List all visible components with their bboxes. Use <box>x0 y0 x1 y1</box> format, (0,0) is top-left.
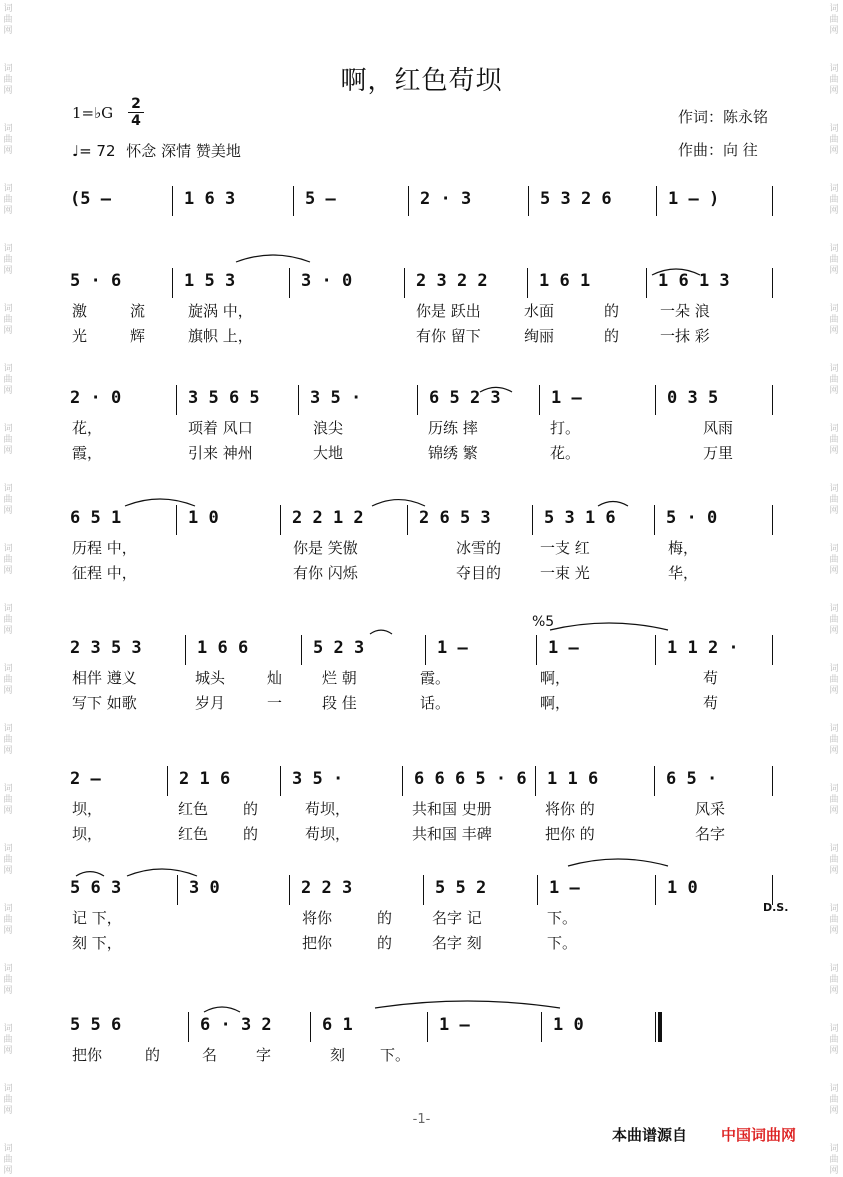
side-watermark-text: 词 曲 网 <box>3 604 13 636</box>
bar-line <box>536 635 537 665</box>
note-measure: 1 1 6 <box>547 769 599 789</box>
lyric-2: 一 <box>267 694 283 712</box>
time-sig-bottom: 4 <box>131 113 141 129</box>
note-measure: 2 3 5 3 <box>70 638 142 658</box>
side-watermark-text: 词 曲 网 <box>3 64 13 96</box>
lyric-1: 名字 记 <box>432 909 482 927</box>
time-signature <box>128 97 144 128</box>
side-watermark-text: 词 曲 网 <box>829 244 839 276</box>
bar-line <box>423 875 424 905</box>
lyric-1: 名 <box>202 1046 218 1064</box>
note-measure: (5 – <box>70 189 111 209</box>
bar-line <box>772 635 773 665</box>
bar-line <box>188 1012 189 1042</box>
bar-line <box>417 385 418 415</box>
bar-line <box>655 385 656 415</box>
lyric-2: 旗帜 上， <box>188 327 253 345</box>
key-signature: 1=♭G <box>72 104 114 122</box>
slur-arc <box>370 630 392 634</box>
note-measure: 1 0 <box>667 878 698 898</box>
bar-line <box>408 186 409 216</box>
lyricist: 作词：陈永铭 <box>678 108 769 126</box>
lyric-2: 名字 <box>695 825 726 843</box>
note-measure: 2 2 1 2 <box>292 508 364 528</box>
lyric-1: 的 <box>604 302 620 320</box>
lyric-1: 梅， <box>668 539 699 557</box>
side-watermark-text: 词 曲 网 <box>829 424 839 456</box>
bar-line <box>293 186 294 216</box>
note-measure: 1 1 2 · <box>667 638 739 658</box>
lyric-1: 下。 <box>547 909 578 927</box>
note-measure: 5 3 2 6 <box>540 189 612 209</box>
slur-arc <box>372 500 425 506</box>
lyric-2: 一抹 彩 <box>660 327 710 345</box>
slur-arc <box>76 872 104 876</box>
side-watermark-text: 词 曲 网 <box>3 664 13 696</box>
lyric-2: 把你 <box>302 934 333 952</box>
side-watermark-text: 词 曲 网 <box>3 304 13 336</box>
lyric-1: 的 <box>243 800 259 818</box>
lyric-2: 下。 <box>547 934 578 952</box>
bar-line <box>539 385 540 415</box>
note-measure: 1 – ) <box>668 189 720 209</box>
bar-line <box>772 268 773 298</box>
final-bar-line <box>658 1012 662 1042</box>
slur-arc <box>127 869 197 876</box>
lyric-2: 引来 神州 <box>188 444 253 462</box>
lyric-2: 万里 <box>703 444 734 462</box>
note-measure: 1 0 <box>553 1015 584 1035</box>
bar-line <box>655 635 656 665</box>
lyric-1: 共和国 史册 <box>412 800 492 818</box>
note-measure: 5 3 1 6 <box>544 508 616 528</box>
note-measure: 2 – <box>70 769 101 789</box>
lyric-1: 风采 <box>695 800 726 818</box>
lyric-1: 把你 <box>72 1046 103 1064</box>
lyric-1: 灿 <box>267 669 283 687</box>
lyric-1: 苟 <box>703 669 719 687</box>
side-watermark-text: 词 曲 网 <box>3 364 13 396</box>
side-watermark-text: 词 曲 网 <box>829 364 839 396</box>
lyric-2: 啊， <box>540 694 571 712</box>
side-watermark-text: 词 曲 网 <box>3 784 13 816</box>
note-measure: 3 · 0 <box>301 271 353 291</box>
side-watermark-text: 词 曲 网 <box>3 904 13 936</box>
segno-mark: %5 <box>532 614 555 630</box>
side-watermark-text: 词 曲 网 <box>829 124 839 156</box>
lyric-2: 霞， <box>72 444 103 462</box>
note-measure: 6 6 6 5 · 6 <box>414 769 527 789</box>
side-watermark-text: 词 曲 网 <box>829 544 839 576</box>
lyric-2: 绚丽 <box>524 327 555 345</box>
note-measure: 1 0 <box>188 508 219 528</box>
lyric-1: 风雨 <box>703 419 734 437</box>
page-number: -1- <box>412 1112 431 1127</box>
lyric-2: 光 <box>72 327 88 345</box>
bar-line <box>404 268 405 298</box>
lyric-1: 坝， <box>72 800 103 818</box>
quarter-note-icon: ♩ <box>72 142 80 160</box>
bar-line <box>528 186 529 216</box>
slur-arc <box>598 502 628 507</box>
side-watermark-text: 词 曲 网 <box>3 1084 13 1116</box>
bar-line <box>654 766 655 796</box>
bar-line <box>176 505 177 535</box>
lyric-2: 苟 <box>703 694 719 712</box>
source-brand: 中国词曲网 <box>721 1126 797 1144</box>
slur-arc <box>204 1007 240 1012</box>
lyric-1: 你是 跃出 <box>416 302 481 320</box>
tempo-value: = 72 <box>79 142 116 160</box>
bar-line <box>402 766 403 796</box>
note-measure: 3 5 · <box>292 769 344 789</box>
side-watermark-text: 词 曲 网 <box>829 904 839 936</box>
side-watermark-text: 词 曲 网 <box>3 4 13 36</box>
note-measure: 5 – <box>305 189 336 209</box>
note-measure: 1 – <box>551 388 582 408</box>
lyric-1: 项着 风口 <box>188 419 253 437</box>
side-watermark-text: 词 曲 网 <box>3 424 13 456</box>
bar-line <box>655 1012 656 1042</box>
bar-line <box>772 766 773 796</box>
side-watermark-text: 词 曲 网 <box>829 1144 839 1176</box>
note-measure: 5 5 2 <box>435 878 487 898</box>
note-measure: 6 · 3 2 <box>200 1015 272 1035</box>
ds-mark: D.S. <box>763 901 789 914</box>
note-measure: 5 2 3 <box>313 638 365 658</box>
lyric-1: 霞。 <box>420 669 451 687</box>
note-measure: 2 1 6 <box>179 769 231 789</box>
lyric-1: 相伴 遵义 <box>72 669 137 687</box>
lyric-1: 打。 <box>550 419 581 437</box>
side-watermark-text: 词 曲 网 <box>3 184 13 216</box>
side-watermark-text: 词 曲 网 <box>3 724 13 756</box>
side-watermark-text: 词 曲 网 <box>829 4 839 36</box>
lyric-2: 华， <box>668 564 699 582</box>
lyric-2: 的 <box>243 825 259 843</box>
note-measure: 1 6 3 <box>184 189 236 209</box>
side-watermark-text: 词 曲 网 <box>829 484 839 516</box>
note-measure: 1 – <box>439 1015 470 1035</box>
lyric-1: 记 下， <box>72 909 122 927</box>
side-watermark-text: 词 曲 网 <box>3 484 13 516</box>
lyric-2: 夺目的 <box>456 564 502 582</box>
side-watermark-text: 词 曲 网 <box>829 844 839 876</box>
note-measure: 1 – <box>549 878 580 898</box>
bar-line <box>177 875 178 905</box>
note-measure: 6 5 · <box>666 769 718 789</box>
lyric-1: 下。 <box>380 1046 411 1064</box>
lyric-1: 浪尖 <box>313 419 344 437</box>
slur-arc <box>568 859 668 866</box>
side-watermark-text: 词 曲 网 <box>3 1024 13 1056</box>
note-measure: 2 6 5 3 <box>419 508 491 528</box>
lyric-1: 的 <box>377 909 393 927</box>
lyric-1: 花， <box>72 419 103 437</box>
lyric-1: 将你 的 <box>545 800 595 818</box>
note-measure: 3 5 · <box>310 388 362 408</box>
side-watermark-text: 词 曲 网 <box>3 1144 13 1176</box>
bar-line <box>280 505 281 535</box>
bar-line <box>772 385 773 415</box>
lyric-1: 城头 <box>195 669 226 687</box>
note-measure: 5 6 3 <box>70 878 122 898</box>
side-watermark-text: 词 曲 网 <box>829 604 839 636</box>
lyric-1: 旋涡 中， <box>188 302 253 320</box>
lyric-1: 水面 <box>524 302 555 320</box>
source-label: 本曲谱源自 <box>612 1126 688 1144</box>
note-measure: 2 · 0 <box>70 388 122 408</box>
note-measure: 6 1 <box>322 1015 353 1035</box>
bar-line <box>310 1012 311 1042</box>
side-watermark-text: 词 曲 网 <box>829 184 839 216</box>
lyric-1: 苟坝， <box>305 800 351 818</box>
lyric-2: 名字 刻 <box>432 934 482 952</box>
page-title: 啊，红色苟坝 <box>340 66 503 96</box>
bar-line <box>537 875 538 905</box>
bar-line <box>427 1012 428 1042</box>
bar-line <box>656 186 657 216</box>
lyric-2: 有你 闪烁 <box>293 564 358 582</box>
note-measure: 1 6 6 <box>197 638 249 658</box>
lyric-1: 冰雪的 <box>456 539 502 557</box>
note-measure: 6 5 1 <box>70 508 122 528</box>
lyric-1: 激 <box>72 302 88 320</box>
composer: 作曲：向 往 <box>678 141 758 159</box>
note-measure: 1 6 1 3 <box>658 271 730 291</box>
lyric-1: 一朵 浪 <box>660 302 710 320</box>
lyric-2: 段 佳 <box>322 694 357 712</box>
side-watermark-text: 词 曲 网 <box>829 64 839 96</box>
lyric-1: 的 <box>145 1046 161 1064</box>
note-measure: 2 3 2 2 <box>416 271 488 291</box>
lyric-1: 一支 红 <box>540 539 590 557</box>
lyric-2: 红色 <box>178 825 209 843</box>
lyric-2: 话。 <box>420 694 451 712</box>
bar-line <box>654 505 655 535</box>
bar-line <box>289 875 290 905</box>
slur-arc <box>550 623 668 630</box>
lyric-2: 大地 <box>313 444 344 462</box>
bar-line <box>280 766 281 796</box>
bar-line <box>172 186 173 216</box>
slur-arc <box>125 499 195 506</box>
side-watermark-text: 词 曲 网 <box>3 844 13 876</box>
side-watermark-text: 词 曲 网 <box>3 124 13 156</box>
lyric-2: 辉 <box>130 327 146 345</box>
bar-line <box>176 385 177 415</box>
lyric-1: 烂 朝 <box>322 669 357 687</box>
bar-line <box>655 875 656 905</box>
side-watermark-text: 词 曲 网 <box>829 1024 839 1056</box>
side-watermark-text: 词 曲 网 <box>3 544 13 576</box>
lyric-2: 征程 中， <box>72 564 137 582</box>
side-watermark-text: 词 曲 网 <box>829 664 839 696</box>
lyric-1: 将你 <box>302 909 333 927</box>
lyric-2: 的 <box>377 934 393 952</box>
tempo-marking <box>72 140 241 161</box>
lyric-1: 流 <box>130 302 146 320</box>
bar-line <box>772 505 773 535</box>
note-measure: 1 – <box>548 638 579 658</box>
slur-arc <box>236 255 310 262</box>
time-sig-top: 2 <box>131 96 141 112</box>
lyric-1: 历练 摔 <box>428 419 478 437</box>
slur-arc <box>375 1001 560 1008</box>
bar-line <box>289 268 290 298</box>
lyric-1: 红色 <box>178 800 209 818</box>
side-watermark-text: 词 曲 网 <box>829 304 839 336</box>
side-watermark-text: 词 曲 网 <box>829 784 839 816</box>
lyric-2: 苟坝， <box>305 825 351 843</box>
note-measure: 0 3 5 <box>667 388 719 408</box>
lyric-2: 把你 的 <box>545 825 595 843</box>
bar-line <box>772 186 773 216</box>
lyric-1: 你是 笑傲 <box>293 539 358 557</box>
lyric-2: 写下 如歌 <box>72 694 137 712</box>
lyric-2: 花。 <box>550 444 581 462</box>
lyric-2: 坝， <box>72 825 103 843</box>
bar-line <box>646 268 647 298</box>
lyric-1: 字 <box>256 1046 272 1064</box>
lyric-2: 一束 光 <box>540 564 590 582</box>
lyric-2: 锦绣 繁 <box>428 444 478 462</box>
lyric-1: 刻 <box>330 1046 346 1064</box>
note-measure: 3 5 6 5 <box>188 388 260 408</box>
bar-line <box>425 635 426 665</box>
side-watermark-text: 词 曲 网 <box>829 724 839 756</box>
side-watermark-text: 词 曲 网 <box>829 964 839 996</box>
note-measure: 6 5 2 3 <box>429 388 501 408</box>
note-measure: 5 · 0 <box>666 508 718 528</box>
bar-line <box>167 766 168 796</box>
bar-line <box>172 268 173 298</box>
lyric-1: 历程 中， <box>72 539 137 557</box>
expression-text: 怀念 深情 赞美地 <box>126 142 241 160</box>
side-watermark-text: 词 曲 网 <box>3 244 13 276</box>
note-measure: 3 0 <box>189 878 220 898</box>
bar-line <box>298 385 299 415</box>
note-measure: 2 · 3 <box>420 189 472 209</box>
lyric-1: 啊， <box>540 669 571 687</box>
bar-line <box>407 505 408 535</box>
lyric-2: 有你 留下 <box>416 327 481 345</box>
lyric-2: 刻 下， <box>72 934 122 952</box>
note-measure: 5 · 6 <box>70 271 122 291</box>
note-measure: 2 2 3 <box>301 878 353 898</box>
bar-line <box>541 1012 542 1042</box>
lyric-2: 的 <box>604 327 620 345</box>
bar-line <box>301 635 302 665</box>
note-measure: 1 5 3 <box>184 271 236 291</box>
note-measure: 1 – <box>437 638 468 658</box>
note-measure: 5 5 6 <box>70 1015 122 1035</box>
bar-line <box>527 268 528 298</box>
bar-line <box>185 635 186 665</box>
lyric-2: 岁月 <box>195 694 226 712</box>
side-watermark-text: 词 曲 网 <box>829 1084 839 1116</box>
bar-line <box>532 505 533 535</box>
lyric-2: 共和国 丰碑 <box>412 825 492 843</box>
side-watermark-text: 词 曲 网 <box>3 964 13 996</box>
note-measure: 1 6 1 <box>539 271 591 291</box>
bar-line <box>535 766 536 796</box>
